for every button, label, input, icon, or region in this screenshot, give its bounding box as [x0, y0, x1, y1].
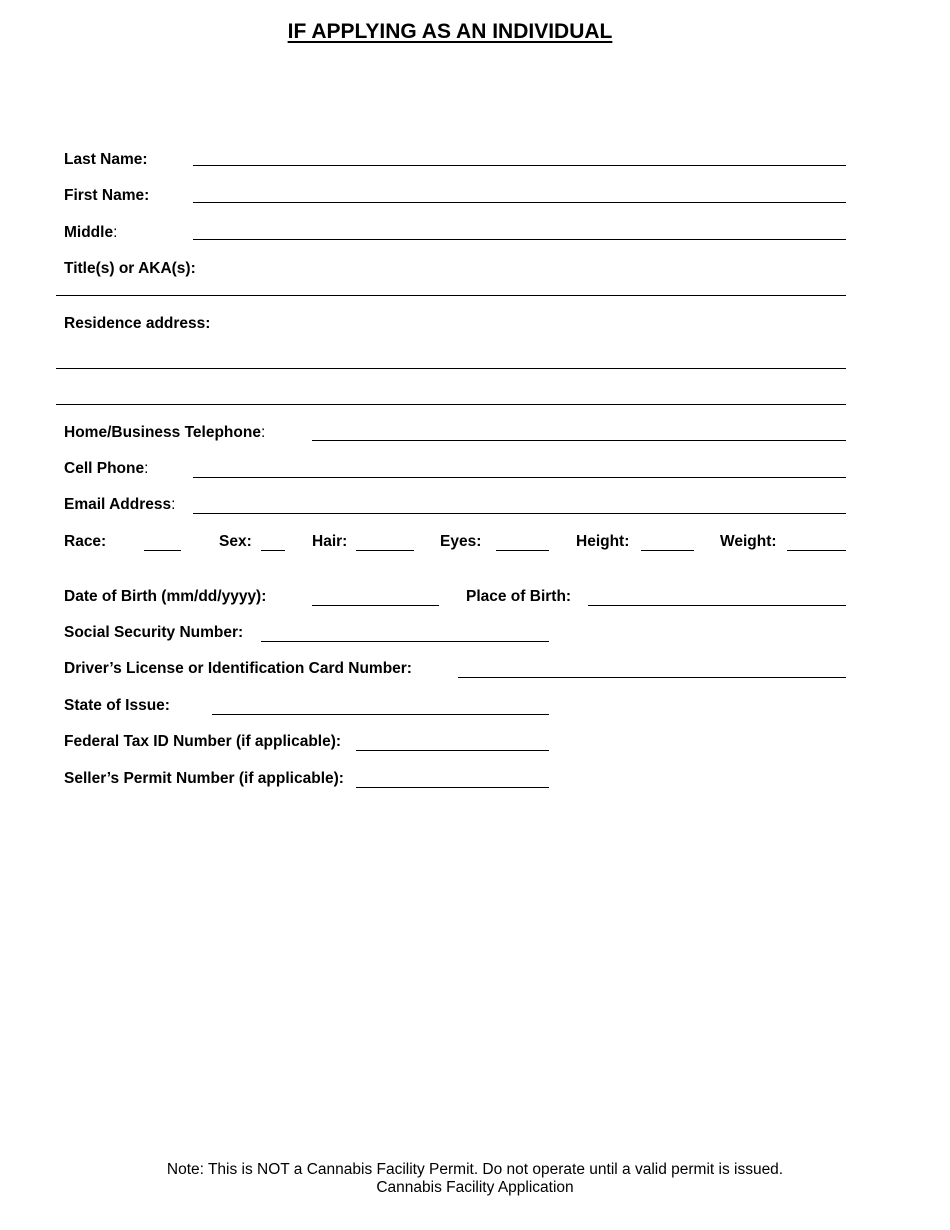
residence-address-field-line-2[interactable] — [56, 404, 846, 405]
dob-label: Date of Birth (mm/dd/yyyy): — [64, 588, 267, 605]
titles-aka-label: Title(s) or AKA(s): — [64, 260, 196, 277]
cell-phone-label-text: Cell Phone — [64, 460, 145, 477]
residence-address-field-line-1[interactable] — [56, 368, 846, 369]
cell-phone-field[interactable] — [193, 477, 846, 478]
race-field[interactable] — [144, 550, 181, 551]
place-of-birth-label: Place of Birth: — [466, 588, 572, 605]
email-label-text: Email Address — [64, 496, 172, 513]
middle-label-text: Middle — [64, 224, 114, 241]
ssn-label: Social Security Number: — [64, 624, 244, 641]
page-title: IF APPLYING AS AN INDIVIDUAL — [287, 20, 613, 43]
sellers-permit-label: Seller’s Permit Number (if applicable): — [64, 770, 344, 787]
telephone-label-text: Home/Business Telephone — [64, 424, 261, 441]
email-field[interactable] — [193, 513, 846, 514]
footer-note: Note: This is NOT a Cannabis Facility Permit. Do not operate until a valid permit is issued. — [166, 1161, 784, 1178]
federal-tax-id-label: Federal Tax ID Number (if applicable): — [64, 733, 342, 750]
telephone-field[interactable] — [312, 440, 846, 441]
height-field[interactable] — [641, 550, 694, 551]
place-of-birth-field[interactable] — [588, 605, 846, 606]
cell-phone-label — [64, 460, 148, 478]
email-label — [64, 496, 175, 514]
weight-field[interactable] — [787, 550, 846, 551]
email-label-colon: : — [171, 496, 176, 513]
telephone-label-colon: : — [260, 424, 266, 441]
residence-address-label: Residence address: — [64, 315, 211, 332]
telephone-label — [64, 424, 265, 442]
hair-label: Hair: — [312, 533, 348, 550]
state-of-issue-label: State of Issue: — [64, 697, 170, 714]
middle-label-colon: : — [113, 224, 118, 241]
drivers-license-field[interactable] — [458, 677, 846, 678]
hair-field[interactable] — [356, 550, 414, 551]
sellers-permit-field[interactable] — [356, 787, 549, 788]
middle-name-label — [64, 224, 117, 242]
race-label: Race: — [64, 533, 107, 550]
state-of-issue-field[interactable] — [212, 714, 549, 715]
federal-tax-id-field[interactable] — [356, 750, 549, 751]
drivers-license-label: Driver’s License or Identification Card Number: — [64, 660, 412, 677]
first-name-field[interactable] — [193, 202, 846, 203]
cell-phone-label-colon: : — [144, 460, 149, 477]
ssn-field[interactable] — [261, 641, 549, 642]
height-label: Height: — [576, 533, 630, 550]
eyes-field[interactable] — [496, 550, 549, 551]
dob-field[interactable] — [312, 605, 439, 606]
middle-name-field[interactable] — [193, 239, 846, 240]
eyes-label: Eyes: — [440, 533, 482, 550]
sex-field[interactable] — [261, 550, 285, 551]
last-name-field[interactable] — [193, 165, 846, 166]
first-name-label: First Name: — [64, 187, 150, 204]
sex-label: Sex: — [219, 533, 252, 550]
footer-doc-name: Cannabis Facility Application — [376, 1179, 574, 1196]
titles-aka-field[interactable] — [56, 295, 846, 296]
last-name-label: Last Name: — [64, 151, 148, 168]
weight-label: Weight: — [720, 533, 777, 550]
